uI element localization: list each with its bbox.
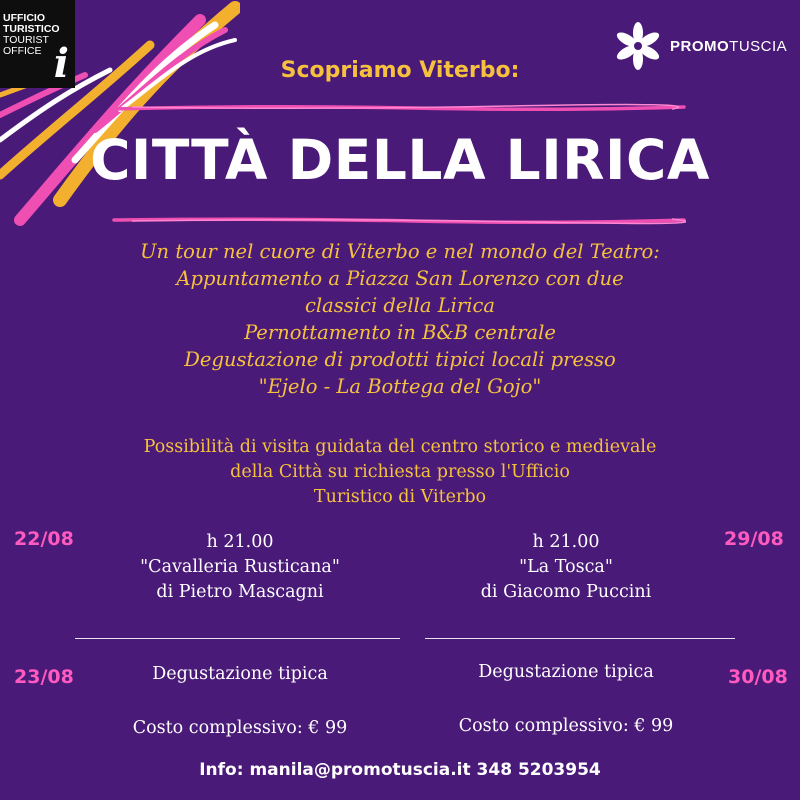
tour-line: classici della Lirica — [304, 294, 495, 317]
office-logo-line1: UFFICIO — [3, 12, 45, 24]
cost-left: Costo complessivo: € 99 — [132, 718, 348, 738]
tour-line: Un tour nel cuore di Viterbo e nel mondo del Teatro: — [140, 240, 660, 263]
brand-name — [670, 38, 787, 55]
contact-info: Info: manila@promotuscia.it 348 5203954 — [199, 760, 601, 780]
office-logo-line4: OFFICE — [3, 45, 42, 57]
brand-name-bold: PROMO — [670, 37, 730, 55]
tour-description — [0, 238, 800, 400]
office-logo-line2: TURISTICO — [3, 23, 60, 35]
tour-line: Appuntamento a Piazza San Lorenzo con due — [176, 267, 624, 290]
event-left — [110, 530, 370, 605]
event-composer: di Pietro Mascagni — [156, 582, 324, 602]
pink-divider-bottom — [112, 215, 686, 225]
tasting-right: Degustazione tipica — [478, 662, 654, 682]
date-left-tasting: 23/08 — [14, 666, 74, 688]
visit-line: della Città su richiesta presso l'Ufficio — [230, 462, 570, 482]
date-right-tasting: 30/08 — [728, 666, 788, 688]
date-right-show: 29/08 — [724, 528, 784, 550]
event-time: h 21.00 — [206, 532, 274, 552]
event-opera: "La Tosca" — [519, 557, 613, 577]
divider-right — [425, 638, 735, 639]
date-left-show: 22/08 — [14, 528, 74, 550]
office-logo-line3: TOURIST — [3, 34, 49, 46]
pink-divider-top — [112, 103, 686, 113]
event-right — [436, 530, 696, 605]
subtitle: Scopriamo Viterbo: — [280, 58, 520, 83]
tour-line: "Ejelo - La Bottega del Gojo" — [258, 375, 542, 398]
divider-left — [75, 638, 400, 639]
cost-right: Costo complessivo: € 99 — [458, 716, 674, 736]
brand-name-rest: TUSCIA — [729, 37, 788, 55]
tour-line: Degustazione di prodotti tipici locali presso — [184, 348, 616, 371]
guided-visit-info — [0, 435, 800, 510]
page-title: CITTÀ DELLA LIRICA — [90, 128, 710, 192]
visit-line: Possibilità di visita guidata del centro storico e medievale — [143, 437, 657, 457]
info-icon: i — [53, 40, 69, 87]
visit-line: Turistico di Viterbo — [313, 487, 487, 507]
event-time: h 21.00 — [532, 532, 600, 552]
tour-line: Pernottamento in B&B centrale — [244, 321, 556, 344]
event-opera: "Cavalleria Rusticana" — [140, 557, 340, 577]
event-composer: di Giacomo Puccini — [480, 582, 652, 602]
tasting-left: Degustazione tipica — [152, 664, 328, 684]
